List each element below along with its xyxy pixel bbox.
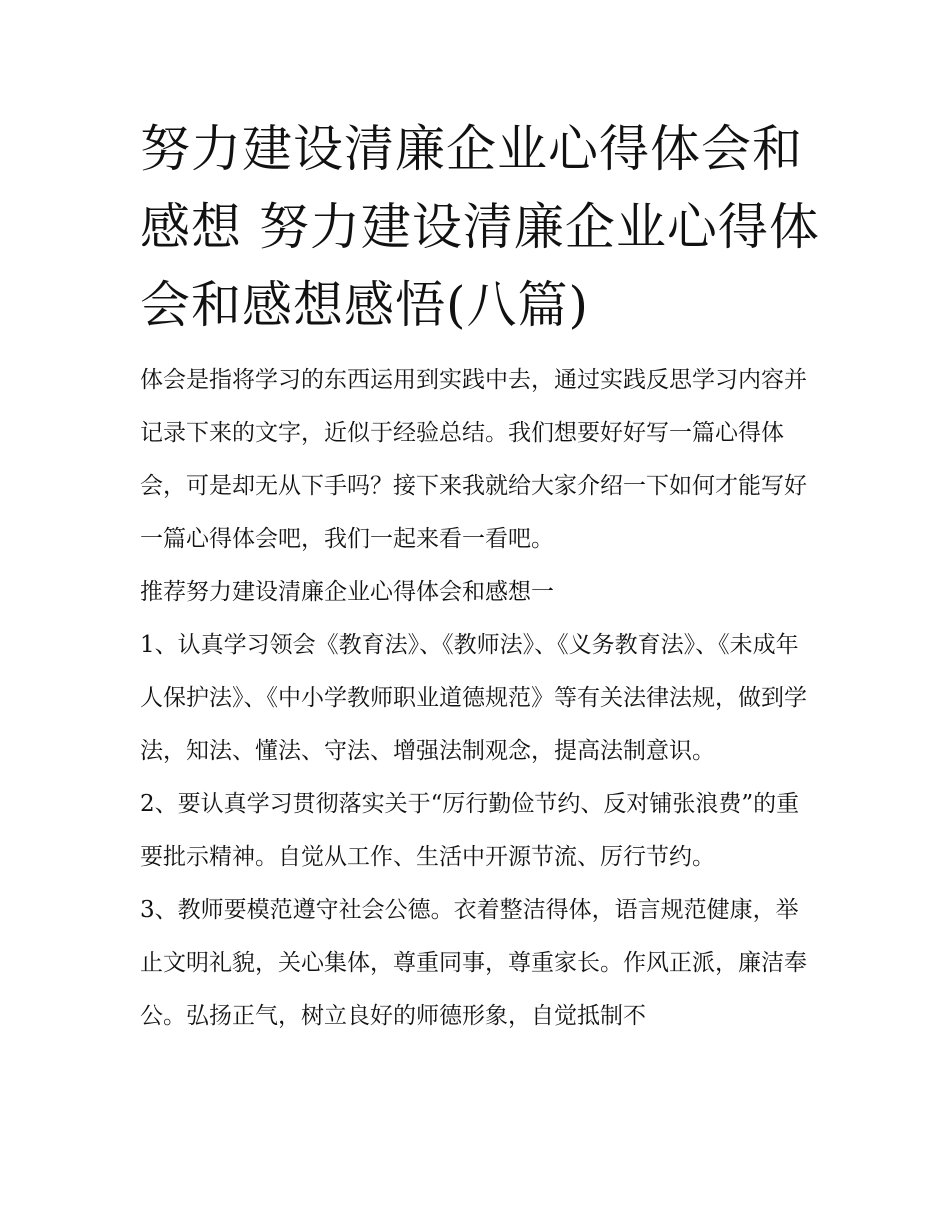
list-item-1: 1、认真学习领会《教育法》、《教师法》、《义务教育法》、《未成年人保护法》、《中小学教师职业道德规范》等有关法律法规，做到学法，知法、懂法、守法、增强法制观念，提高法制意识。: [140, 632, 807, 764]
document-page: [140, 110, 820, 1043]
intro-paragraph: 体会是指将学习的东西运用到实践中去，通过实践反思学习内容并记录下来的文字，近似于经验总结。我们想要好好写一篇心得体会，可是却无从下手吗？接下来我就给大家介绍一下如何才能写好一篇心得体会吧，我们一起来看一看吧。: [140, 367, 807, 552]
document-title: 努力建设清廉企业心得体会和感想 努力建设清廉企业心得体会和感想感悟(八篇): [140, 120, 820, 334]
list-item-2: 2、要认真学习贯彻落实关于“厉行勤俭节约、反对铺张浪费”的重要批示精神。自觉从工作、生活中开源节流、厉行节约。: [140, 791, 800, 870]
section-heading: 推荐努力建设清廉企业心得体会和感想一: [140, 579, 554, 605]
list-item-3: 3、教师要模范遵守社会公德。衣着整洁得体，语言规范健康，举止文明礼貌，关心集体，尊重同事，尊重家长。作风正派，廉洁奉公。弘扬正气，树立良好的师德形象，自觉抵制不: [140, 897, 807, 1029]
